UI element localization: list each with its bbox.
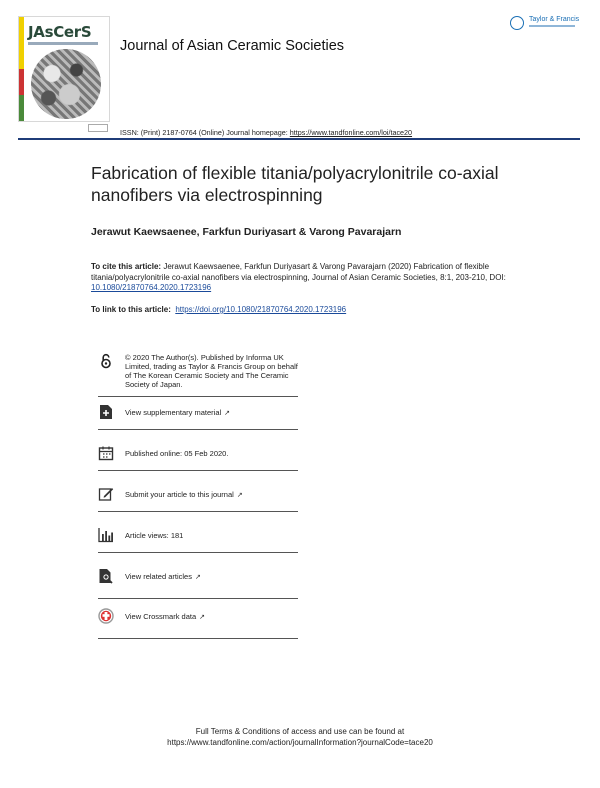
crossmark-icon — [98, 608, 114, 624]
article-title: Fabrication of flexible titania/polyacrylonitrile co-axial nanofibers via electrospinning — [91, 163, 499, 205]
document-search-icon — [98, 568, 114, 584]
citation — [91, 262, 531, 294]
footer-journal-info-link[interactable]: https://www.tandfonline.com/action/journalInformation?journalCode=tace20 — [167, 738, 433, 747]
row-divider — [98, 638, 298, 639]
related-label: View related articles — [125, 572, 192, 581]
published-date: Published online: 05 Feb 2020. — [125, 449, 229, 458]
row-divider — [98, 598, 298, 599]
external-link-icon: ↗ — [199, 614, 206, 621]
cite-label: To cite this article: — [91, 262, 162, 271]
publisher-logo-icon — [510, 16, 524, 30]
bar-chart-icon — [98, 527, 114, 543]
publisher-logo-text: Taylor & Francis — [529, 16, 580, 23]
row-divider — [98, 511, 298, 512]
supplementary-label: View supplementary material — [125, 408, 222, 417]
link-label: To link to this article: — [91, 305, 171, 314]
cover-badge — [88, 124, 108, 132]
external-link-icon: ↗ — [236, 492, 243, 499]
doi-link[interactable]: 10.1080/21870764.2020.1723196 — [91, 283, 212, 292]
row-divider — [98, 470, 298, 471]
article-views: Article views: 181 — [125, 531, 184, 540]
article-authors: Jerawut Kaewsaenee, Farkfun Duriyasart & Varong Pavarajarn — [91, 226, 402, 238]
external-link-icon: ↗ — [224, 410, 231, 417]
header-divider — [18, 138, 580, 140]
cover-logo: JAsCerS — [28, 23, 92, 41]
footer — [0, 726, 600, 748]
publisher-logo-tagline — [529, 25, 575, 27]
open-access-icon — [98, 353, 114, 369]
issn-text: ISSN: (Print) 2187-0764 (Online) Journal homepage: — [120, 128, 290, 137]
submit-label: Submit your article to this journal — [125, 490, 234, 499]
row-divider — [98, 552, 298, 553]
footer-terms-text: Full Terms & Conditions of access and use can be found at — [195, 727, 405, 736]
row-divider — [98, 396, 298, 397]
article-url-link[interactable]: https://doi.org/10.1080/21870764.2020.1723196 — [175, 305, 347, 314]
document-plus-icon — [98, 404, 114, 420]
calendar-icon — [98, 445, 114, 461]
supplementary-row-text — [125, 408, 303, 418]
cover-subtitle-bar — [28, 42, 98, 45]
journal-cover — [18, 16, 110, 122]
journal-homepage-link[interactable]: https://www.tandfonline.com/loi/tace20 — [289, 128, 413, 137]
cover-color-strip — [19, 17, 24, 121]
article-link-line — [91, 305, 346, 314]
crossmark-row-text — [125, 612, 303, 622]
crossmark-label: View Crossmark data — [125, 612, 197, 621]
row-divider — [98, 429, 298, 430]
license-text: © 2020 The Author(s). Published by Informa UK Limited, trading as Taylor & Francis Group on behalf of The Korean Ceramic Society and The Ceramic Society of Japan. — [125, 353, 298, 389]
related-row-text — [125, 572, 303, 582]
cover-image — [31, 49, 101, 119]
cite-text: Jerawut Kaewsaenee, Farkfun Duriyasart & Varong Pavarajarn (2020) Fabrication of flexible titania/polyacrylonitrile co-axial nanofibers via electrospinning, Journal of Asian Ceramic Societies, 8:1, 203-210, DOI: — [91, 262, 506, 282]
submit-row-text — [125, 490, 303, 500]
edit-icon — [98, 486, 114, 502]
external-link-icon: ↗ — [194, 574, 201, 581]
journal-name: Journal of Asian Ceramic Societies — [120, 38, 345, 54]
issn-line — [120, 128, 412, 137]
taylor-francis-logo[interactable] — [510, 16, 590, 36]
